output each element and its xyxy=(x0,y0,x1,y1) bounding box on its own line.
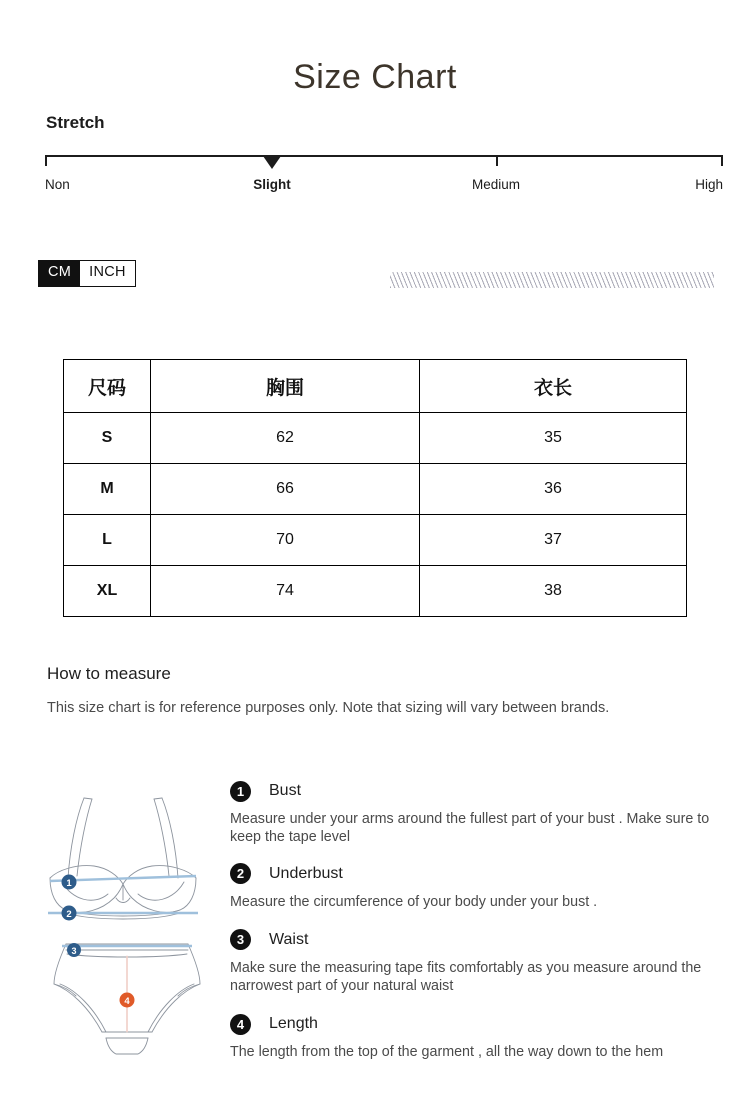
unit-toggle[interactable] xyxy=(38,260,136,287)
badge-length-4 xyxy=(120,993,135,1008)
step-title-underbust: Underbust xyxy=(269,864,343,882)
table-cell-length: 36 xyxy=(420,464,687,515)
stretch-tick-high xyxy=(721,155,723,166)
table-row xyxy=(64,464,687,515)
step-title-length: Length xyxy=(269,1015,318,1033)
table-header-size: 尺码 xyxy=(64,360,151,413)
stretch-tick-non xyxy=(45,155,47,166)
step-badge-4: 4 xyxy=(230,1014,251,1035)
svg-text:3: 3 xyxy=(71,946,77,956)
table-header-length: 衣长 xyxy=(420,360,687,413)
measurement-steps xyxy=(230,778,716,1064)
measurement-step-waist xyxy=(230,927,716,996)
table-cell-bust: 66 xyxy=(151,464,420,515)
step-desc-length: The length from the top of the garment , all the way down to the hem xyxy=(230,1044,664,1061)
table-cell-bust: 74 xyxy=(151,566,420,617)
step-desc-underbust: Measure the circumference of your body under your bust . xyxy=(230,893,598,910)
table-header-bust: 胸围 xyxy=(151,360,420,413)
table-cell-bust: 70 xyxy=(151,515,420,566)
illustration-column xyxy=(36,782,218,1056)
badge-waist-3 xyxy=(67,943,81,957)
table-row xyxy=(64,413,687,464)
step-badge-3: 3 xyxy=(230,929,251,950)
stretch-caption-slight[interactable]: Slight xyxy=(253,177,291,192)
stretch-caption-non[interactable]: Non xyxy=(45,177,70,192)
badge-underbust-2 xyxy=(62,906,77,921)
page-title: Size Chart xyxy=(293,58,457,96)
stretch-scale-line xyxy=(45,155,723,157)
stretch-tick-medium xyxy=(496,155,498,166)
stretch-caption-medium[interactable]: Medium xyxy=(471,177,521,192)
step-title-waist: Waist xyxy=(269,930,309,948)
badge-bust-1 xyxy=(62,875,77,890)
table-header-row xyxy=(64,360,687,413)
table-cell-length: 35 xyxy=(420,413,687,464)
measurement-step-bust xyxy=(230,778,716,847)
svg-text:4: 4 xyxy=(124,996,130,1007)
table-cell-bust: 62 xyxy=(151,413,420,464)
bra-illustration xyxy=(36,782,218,922)
step-badge-1: 1 xyxy=(230,781,251,802)
svg-text:2: 2 xyxy=(66,909,72,920)
stretch-label: Stretch xyxy=(46,113,105,132)
size-table xyxy=(63,359,687,617)
table-cell-size: S xyxy=(64,413,151,464)
stretch-selected-marker xyxy=(263,156,281,169)
table-row xyxy=(64,566,687,617)
step-desc-bust: Measure under your arms around the fullest part of your bust . Make sure to keep the tape level xyxy=(230,811,710,846)
table-row xyxy=(64,515,687,566)
measurement-step-underbust xyxy=(230,861,716,911)
unit-option-inch[interactable]: INCH xyxy=(80,261,135,286)
how-to-measure-note: This size chart is for reference purposes only. Note that sizing will vary between brands. xyxy=(47,700,610,716)
table-cell-size: XL xyxy=(64,566,151,617)
step-header xyxy=(230,1011,716,1037)
unit-option-cm[interactable]: CM xyxy=(39,261,80,286)
step-header xyxy=(230,778,716,804)
stretch-scale xyxy=(45,155,723,200)
table-cell-size: M xyxy=(64,464,151,515)
decorative-hatch-band xyxy=(390,272,714,288)
step-desc-waist: Make sure the measuring tape fits comfortably as you measure around the narrowest part of your natural waist xyxy=(230,959,702,995)
measurement-step-length xyxy=(230,1011,716,1061)
svg-text:1: 1 xyxy=(66,878,72,889)
table-cell-length: 38 xyxy=(420,566,687,617)
table-cell-length: 37 xyxy=(420,515,687,566)
step-title-bust: Bust xyxy=(269,782,302,799)
panty-illustration xyxy=(36,928,218,1056)
stretch-caption-high[interactable]: High xyxy=(695,177,723,192)
how-to-measure-title: How to measure xyxy=(47,664,171,683)
step-header xyxy=(230,927,716,953)
table-cell-size: L xyxy=(64,515,151,566)
step-badge-2: 2 xyxy=(230,863,251,884)
step-header xyxy=(230,861,716,887)
